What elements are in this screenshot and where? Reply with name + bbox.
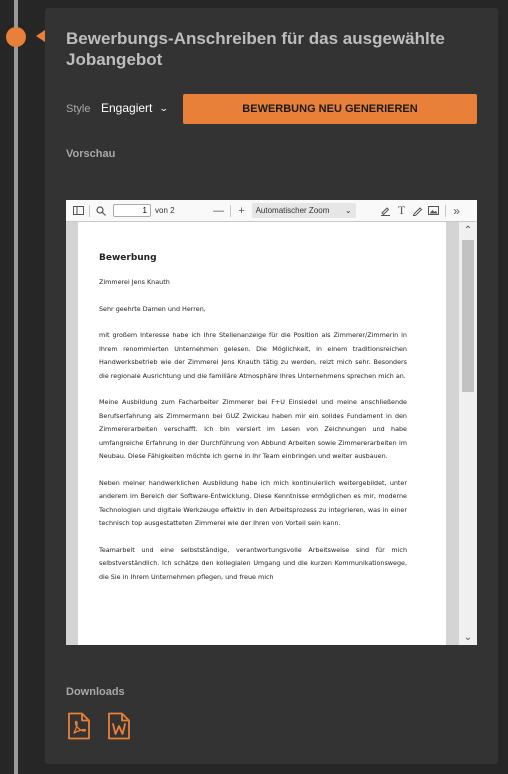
chevron-down-icon: ⌄ bbox=[344, 206, 352, 215]
letter-heading: Bewerbung bbox=[99, 253, 157, 263]
toolbar-divider bbox=[445, 205, 446, 217]
preview-label: Vorschau bbox=[66, 148, 116, 160]
zoom-select[interactable] bbox=[252, 203, 356, 218]
pdf-viewer bbox=[66, 200, 477, 645]
regenerate-button[interactable]: BEWERBUNG NEU GENERIEREN bbox=[183, 94, 477, 124]
letter-paragraph: Teamarbeit und eine selbstständige, verantwortungsvolle Arbeitsweise sind für mich selbstverständlich. Ich schätze den kollegialen Umgang und die kurzen Kommunikationswege, die Sie in Ihrem Unternehmen pflegen, und freue mich bbox=[99, 545, 407, 581]
zoom-out-icon[interactable]: — bbox=[213, 204, 225, 217]
style-select[interactable] bbox=[101, 101, 168, 115]
chevron-down-icon: ⌄ bbox=[159, 102, 170, 113]
zoom-value: Automatischer Zoom bbox=[255, 206, 330, 215]
cover-letter-card bbox=[45, 8, 498, 764]
letter-paragraph: Meine Ausbildung zum Facharbeiter Zimmerer bei F+U Einsiedel und meine anschließende Berufserfahrung als Zimmermann bei GUZ Zwickau haben mir ein solides Fundament in den Zimmererarbeiten verschafft. Ich bin versiert im Lesen von Zeichnungen und habe umfangreiche Erfahrung in der Durchführung von Abbund Arbeiten sowie Zimmererarbeiten im Neubau. Diese Fähigkeiten möchte ich gerne in Ihr Team einbringen und weiter ausbauen. bbox=[99, 398, 407, 460]
image-icon[interactable] bbox=[426, 203, 442, 219]
sidebar-toggle-icon[interactable] bbox=[70, 203, 86, 219]
pdf-scrollbar[interactable] bbox=[459, 222, 477, 645]
draw-icon[interactable] bbox=[410, 203, 426, 219]
chevron-down-icon[interactable]: ⌄ bbox=[463, 631, 473, 643]
letter-salutation: Sehr geehrte Damen und Herren, bbox=[99, 304, 206, 313]
word-file-icon[interactable] bbox=[106, 712, 132, 740]
more-tools-icon[interactable]: » bbox=[453, 203, 460, 218]
download-buttons bbox=[66, 712, 132, 740]
letter-content bbox=[99, 252, 407, 597]
zoom-in-icon[interactable]: + bbox=[238, 204, 245, 217]
highlight-icon[interactable] bbox=[378, 203, 394, 219]
chevron-up-icon[interactable]: ⌃ bbox=[463, 224, 473, 236]
toolbar-divider bbox=[89, 205, 90, 217]
pdf-file-icon[interactable] bbox=[66, 712, 92, 740]
timeline-pointer bbox=[36, 30, 45, 42]
timeline-line bbox=[14, 0, 18, 774]
text-tool-icon[interactable]: T bbox=[397, 203, 406, 217]
pdf-toolbar bbox=[66, 200, 477, 222]
scroll-thumb[interactable] bbox=[462, 240, 474, 392]
card-title: Bewerbungs-Anschreiben für das ausgewählte Jobangebot bbox=[66, 29, 445, 69]
timeline-dot bbox=[6, 27, 26, 47]
style-selected-value: Engagiert bbox=[101, 101, 153, 115]
downloads-label: Downloads bbox=[66, 686, 125, 698]
page-count: von 2 bbox=[155, 206, 175, 215]
toolbar-divider bbox=[230, 205, 231, 217]
search-icon[interactable] bbox=[93, 203, 109, 219]
pdf-page bbox=[78, 222, 446, 645]
letter-recipient: Zimmerei Jens Knauth bbox=[99, 278, 170, 286]
style-label: Style bbox=[66, 103, 91, 115]
letter-paragraph: mit großem Interesse habe ich Ihre Stellenanzeige für die Position als Zimmerer/Zimmerin in Ihrem renommierten Unternehmen gelesen. Die Möglichkeit, in einem traditionsreichen Handwerksbetrieb wie der Zimmerei Jens Knauth tätig zu werden, reizt mich sehr. Besonders die regionale Ausrichtung und die familiäre Atmosphäre Ihres Unternehmens sprechen mich an. bbox=[99, 331, 407, 380]
page-number-input[interactable] bbox=[113, 204, 151, 217]
letter-paragraph: Neben meiner handwerklichen Ausbildung habe ich mich kontinuierlich weitergebildet, unter anderem im Bereich der Software-Entwicklung. Diese Kenntnisse ermöglichen es mir, moderne Technologien und digitale Werkzeuge effektiv in den Arbeitsprozess zu integrieren, was in einer technisch top ausgestatteten Zimmerei wie der Ihren von Vorteil sein kann. bbox=[99, 478, 407, 527]
